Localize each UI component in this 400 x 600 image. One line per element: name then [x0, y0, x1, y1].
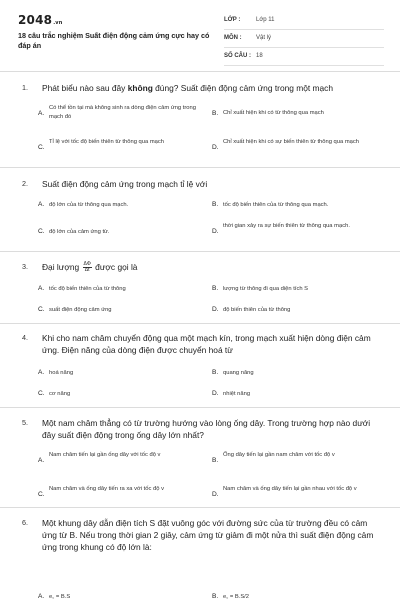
option-letter: D. [212, 228, 219, 235]
question-number: 2. [22, 179, 28, 188]
option-letter: B. [212, 457, 219, 464]
question-text: Suất điện động cảm ứng trong mạch tỉ lệ với [42, 179, 208, 189]
meta-row-class [224, 12, 384, 30]
option-letter: A. [38, 457, 45, 464]
option-letter: C. [38, 390, 45, 397]
option-letter: A. [38, 285, 45, 292]
option-text: độ lớn của từ thông qua mạch. [49, 202, 129, 208]
question-number: 5. [22, 418, 28, 427]
option-text: quang năng [223, 370, 254, 376]
option-text: tốc độ biến thiên của từ thông [49, 286, 126, 292]
question-text: Đại lượng $\frac{\Delta\Phi}{\Delta t}$ được gọi là [42, 261, 138, 274]
option-text: Ống dây tiến lại gần nam châm với tốc độ v [223, 452, 335, 458]
option-text: Nam châm và ống dây tiến lại gần nhau với tốc độ v [223, 486, 357, 492]
option-text: Có thể tồn tại mà không sinh ra dòng điện cảm ứng trong mạch đó [49, 105, 196, 120]
question-text: Phát biểu nào sau đây không đúng? Suất điện động cảm ứng trong một mạch [42, 83, 334, 93]
site-logo[interactable]: 2048.vn [18, 13, 63, 27]
option-letter: D. [212, 390, 219, 397]
option-text: nhiệt năng [223, 391, 251, 397]
option-text: e꜀ = B.S/2 [223, 594, 250, 600]
option-text: độ lớn của cảm ứng từ. [49, 229, 110, 235]
question-text: Khi cho nam châm chuyển động qua một mạch kín, trong mạch xuất hiện dòng điện cảm ứng. Điện năng của dòng điện được chuyển hoá từ [42, 333, 371, 355]
option-text: độ biến thiên của từ thông [223, 307, 291, 313]
option-letter: D. [212, 144, 219, 151]
option-text: Chỉ xuất hiện khi có từ thông qua mạch [223, 110, 324, 116]
option-text: Nam châm và ống dây tiến ra xa với tốc độ v [49, 486, 164, 492]
option-text: lượng từ thông đi qua diện tích S [223, 286, 309, 292]
meta-value: 18 [256, 53, 263, 59]
option-letter: B. [212, 369, 219, 376]
question-divider [0, 323, 400, 324]
question-divider [0, 251, 400, 252]
option-letter: D. [212, 306, 219, 313]
option-letter: B. [212, 201, 219, 208]
option-text: hoá năng [49, 370, 74, 376]
meta-key: SỐ CÂU : [224, 53, 251, 59]
meta-table [224, 12, 384, 66]
question-divider [0, 167, 400, 168]
option-letter: A. [38, 201, 45, 208]
option-text: Chỉ xuất hiện khi có sự biến thiên từ thông qua mạch [223, 139, 360, 145]
option-letter: D. [212, 491, 219, 498]
question-number: 6. [22, 518, 28, 527]
question-divider [0, 507, 400, 508]
question-text: Một khung dây dẫn điện tích S đặt vuông góc với đường sức của từ trường đều có cảm ứng từ B. Nếu trong thời gian 2 giây, cảm ứng từ giảm đi một nửa thì suất điện động cảm ứng trong khung có độ lớn là: [42, 518, 374, 552]
meta-row-subject [224, 30, 384, 48]
document-title: 18 câu trắc nghiệm Suất điện động cảm ứng cực hay có đáp án [18, 31, 210, 50]
meta-value: Vật lý [256, 35, 272, 41]
option-letter: B. [212, 593, 219, 600]
option-letter: A. [38, 593, 45, 600]
option-text: tốc độ biến thiên của từ thông qua mạch. [223, 202, 329, 208]
option-text: suất điện động cảm ứng [49, 307, 112, 313]
question-number: 3. [22, 262, 28, 271]
option-letter: C. [38, 228, 45, 235]
option-text: cơ năng [49, 391, 71, 397]
option-letter: C. [38, 144, 45, 151]
option-text: Tỉ lệ với tốc độ biến thiên từ thông qua mạch [49, 139, 164, 145]
header-divider [0, 71, 400, 72]
option-letter: A. [38, 110, 45, 117]
option-letter: B. [212, 285, 219, 292]
question-number: 4. [22, 333, 28, 342]
option-letter: C. [38, 491, 45, 498]
option-letter: C. [38, 306, 45, 313]
option-text: e꜀ = B.S [49, 594, 71, 600]
meta-row-count [224, 48, 384, 66]
meta-key: MÔN : [224, 35, 242, 41]
question-number: 1. [22, 83, 28, 92]
delta-phi-over-delta-t: $\frac{\Delta\Phi}{\Delta t}$ [83, 261, 91, 274]
meta-value: Lớp 11 [256, 17, 275, 23]
option-letter: B. [212, 110, 219, 117]
option-text: Nam châm tiến lại gần ống dây với tốc độ v [49, 452, 161, 458]
page-header [0, 0, 400, 72]
option-letter: A. [38, 369, 45, 376]
question-text: Một nam châm thẳng có từ trường hướng vào lòng ống dây. Trong trường hợp nào dưới đây suất điện động trong ống dây lớn nhất? [42, 418, 371, 440]
option-text: thời gian xảy ra sự biến thiên từ thông qua mạch. [223, 223, 350, 229]
meta-key: LỚP : [224, 17, 241, 23]
question-divider [0, 407, 400, 408]
